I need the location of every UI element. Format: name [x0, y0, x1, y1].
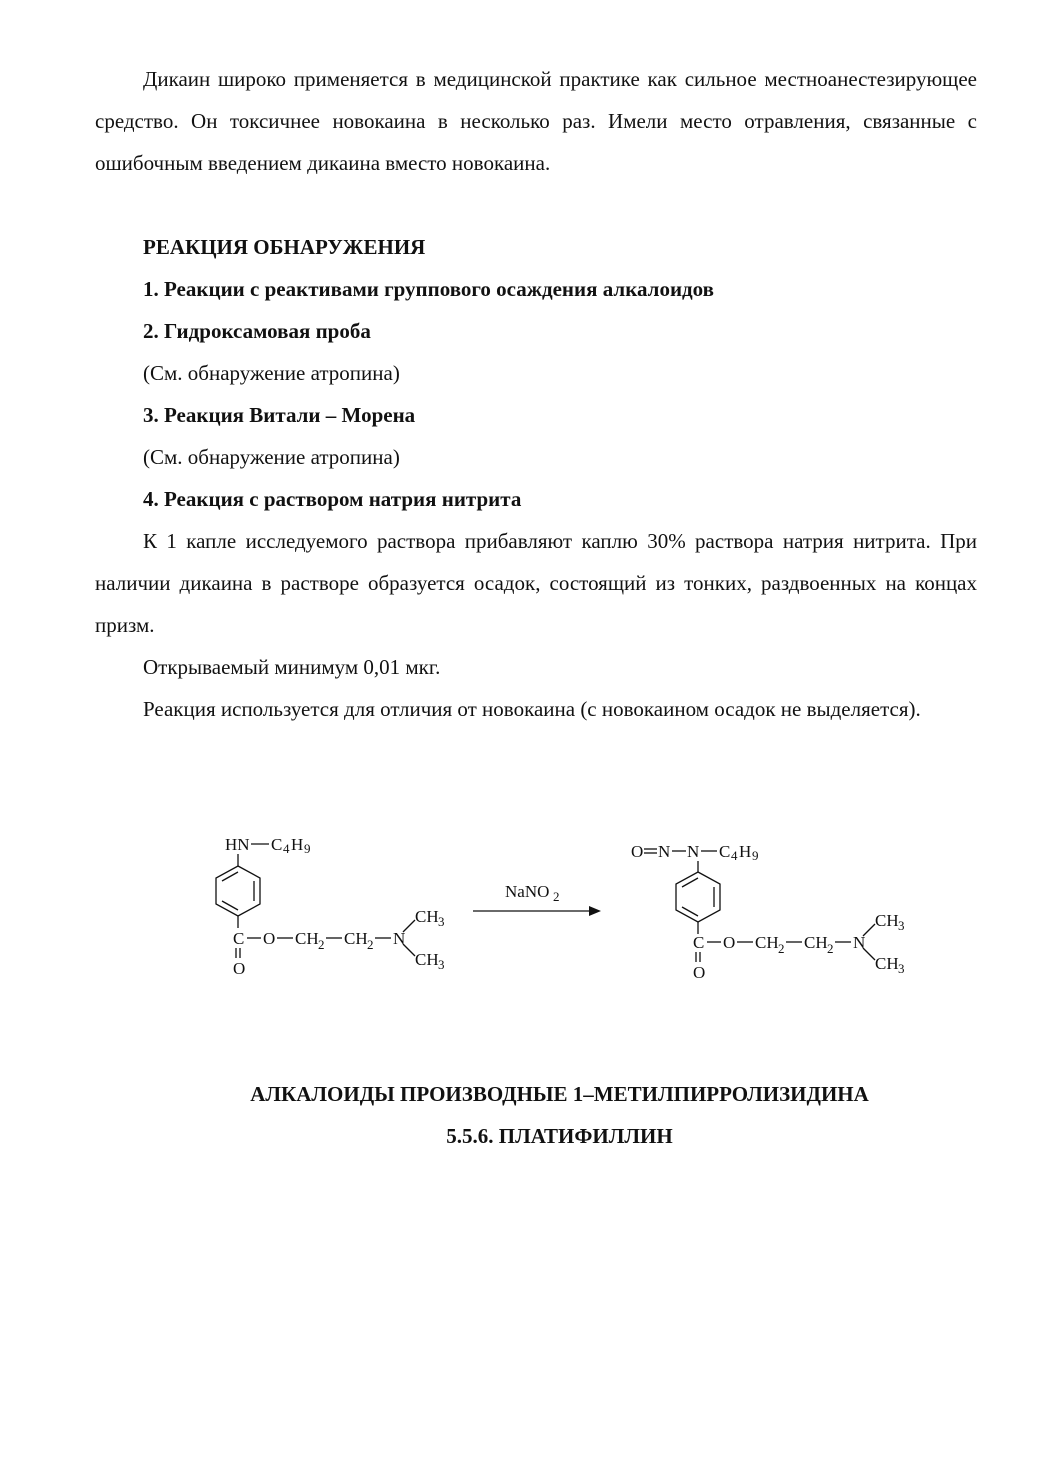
subscript: 2 [827, 941, 834, 956]
subscript: 9 [304, 841, 311, 856]
reaction-arrow [473, 882, 601, 916]
reactant-ch2-b: CH [344, 929, 368, 948]
subscript: 2 [318, 937, 325, 952]
reactant-ch2-a: CH [295, 929, 319, 948]
subscript: 2 [367, 937, 374, 952]
subscript: 3 [438, 957, 445, 972]
reactant-structure [216, 835, 445, 978]
reactant-ester-o: O [263, 929, 276, 948]
product-methyl-top: CH [875, 911, 899, 930]
subscript: 2 [553, 889, 560, 904]
product-ester-o: O [723, 933, 736, 952]
reaction-note-3: (См. обнаружение атропина) [143, 445, 400, 469]
product-butyl-h: H [739, 842, 752, 861]
product-structure [631, 842, 905, 982]
product-amine-n: N [687, 842, 700, 861]
reaction-scheme [205, 820, 945, 990]
reactant-carbonyl-o: O [233, 959, 246, 978]
document-body [95, 58, 977, 730]
reactant-carbonyl-c: C [233, 929, 245, 948]
reaction-item-2: 2. Гидроксамовая проба [143, 319, 371, 343]
reactant-methyl-top: CH [415, 907, 439, 926]
product-butyl-c: C [719, 842, 731, 861]
product-amine-n2: N [853, 933, 866, 952]
reagent-label: NaNO [505, 882, 550, 901]
product-methyl-bottom: CH [875, 954, 899, 973]
product-carbonyl-c: C [693, 933, 705, 952]
bond [863, 948, 875, 960]
arrow-head [589, 906, 601, 916]
subscript: 3 [898, 918, 905, 933]
subscript: 3 [438, 914, 445, 929]
product-carbonyl-o: O [693, 963, 706, 982]
subscript: 9 [752, 848, 759, 863]
reactant-butyl-h: H [291, 835, 304, 854]
chapter-title: АЛКАЛОИДЫ ПРОИЗВОДНЫЕ 1–МЕТИЛПИРРОЛИЗИДИНА [250, 1082, 869, 1106]
intro-paragraph: Дикаин широко применяется в медицинской практике как сильное местноанестезирующее средство. Он токсичнее новокаина в несколько раз. Имели место отравления, связанные с ошибочным введением дикаина вместо новокаина. [95, 67, 977, 175]
section-title: РЕАКЦИЯ ОБНАРУЖЕНИЯ [143, 235, 426, 259]
reactant-amine-label: HN [225, 835, 250, 854]
product-ch2-b: CH [804, 933, 828, 952]
reaction-item-4: 4. Реакция с раствором натрия нитрита [143, 487, 522, 511]
reaction-note-2: (См. обнаружение атропина) [143, 361, 400, 385]
reactant-butyl-c: C [271, 835, 283, 854]
product-nitroso-n: N [658, 842, 671, 861]
bond [403, 944, 415, 956]
reaction-item-3: 3. Реакция Витали – Морена [143, 403, 416, 427]
detection-limit: Открываемый минимум 0,01 мкг. [143, 655, 441, 679]
reaction-item-1: 1. Реакции с реактивами группового осаждения алкалоидов [143, 277, 714, 301]
bond [403, 920, 415, 932]
subscript: 4 [731, 848, 738, 863]
reactant-amine-n: N [393, 929, 406, 948]
reactant-methyl-bottom: CH [415, 950, 439, 969]
subchapter-title: 5.5.6. ПЛАТИФИЛЛИН [446, 1124, 673, 1148]
distinction-paragraph: Реакция используется для отличия от новокаина (с новокаином осадок не выделяется). [143, 697, 921, 721]
subscript: 3 [898, 961, 905, 976]
product-nitroso-o: O [631, 842, 644, 861]
subscript: 4 [283, 841, 290, 856]
procedure-paragraph: К 1 капле исследуемого раствора прибавляют каплю 30% раствора натрия нитрита. При наличии дикаина в растворе образуется осадок, состоящий из тонких, раздвоенных на концах призм. [95, 529, 977, 637]
product-ch2-a: CH [755, 933, 779, 952]
bond [863, 924, 875, 936]
subscript: 2 [778, 941, 785, 956]
